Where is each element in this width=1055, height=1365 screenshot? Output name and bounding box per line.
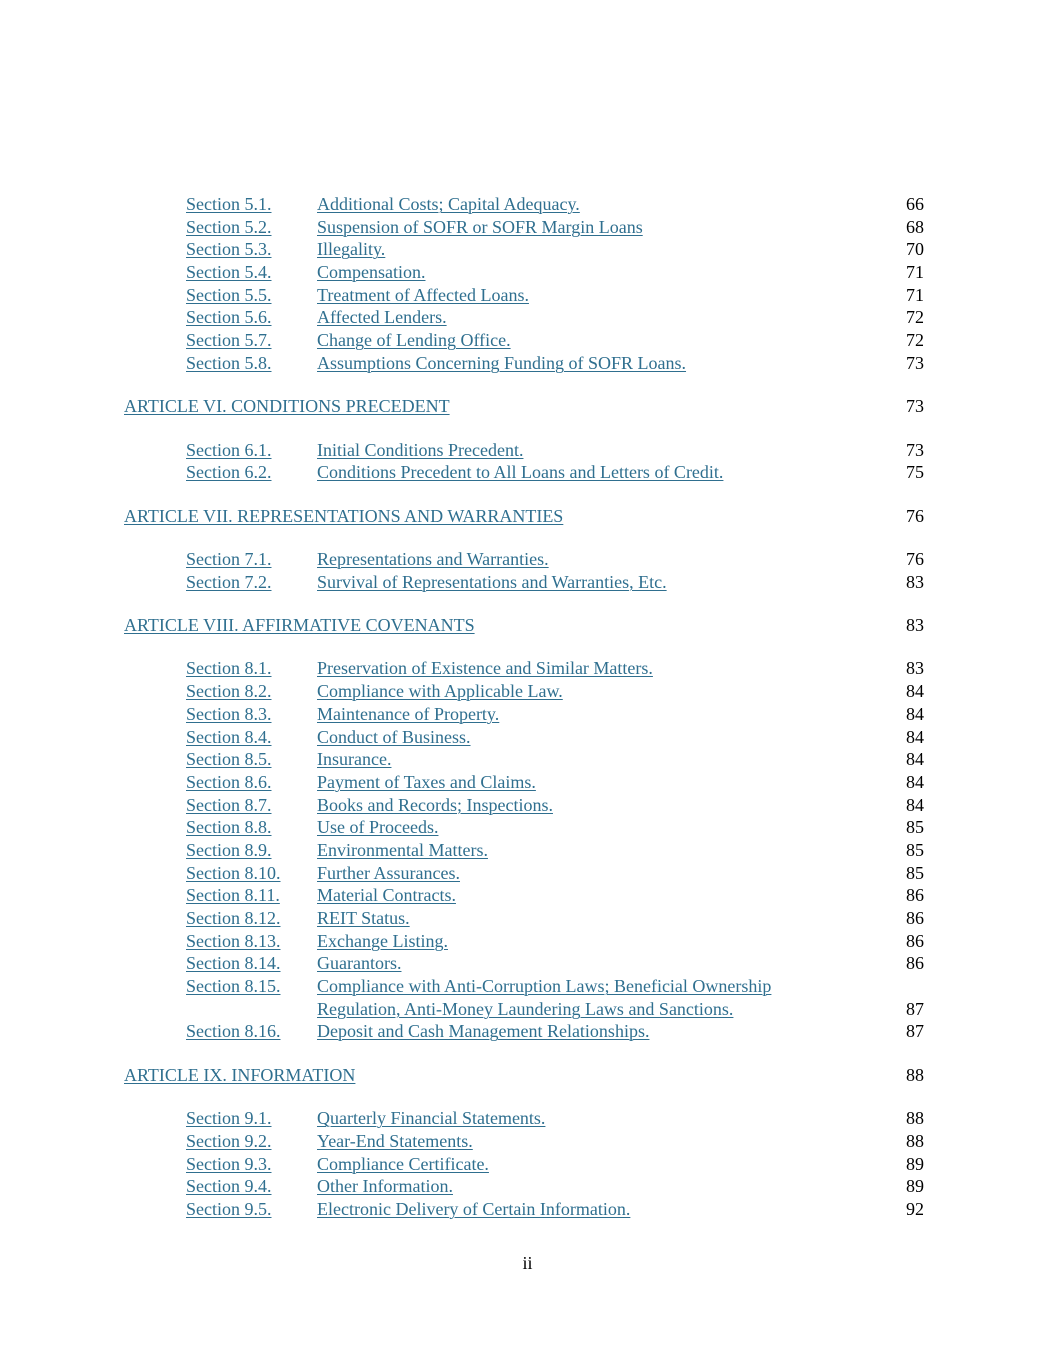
toc-section-row [0, 657, 1055, 680]
toc-section-title-link[interactable]: Change of Lending Office. [317, 330, 511, 351]
toc-section-row [0, 548, 1055, 571]
toc-section-title-link[interactable]: Compliance with Applicable Law. [317, 681, 563, 702]
toc-section-number-link[interactable]: Section 7.2. [186, 571, 272, 592]
toc-section-title-link[interactable]: Preservation of Existence and Similar Matters. [317, 658, 653, 679]
toc-section-row [0, 907, 1055, 930]
toc-section-row [0, 216, 1055, 239]
toc-page-number: 73 [906, 396, 924, 417]
toc-section-title-link[interactable]: Guarantors. [317, 953, 402, 974]
page-number-footer: ii [522, 1253, 533, 1273]
toc-section-title-link[interactable]: Compensation. [317, 262, 426, 283]
toc-page-number: 66 [906, 194, 924, 214]
toc-section-row [0, 771, 1055, 794]
toc-section-title-link[interactable]: Year-End Statements. [317, 1130, 473, 1151]
toc-section-number-link[interactable]: Section 8.1. [186, 658, 272, 679]
toc-section-row [0, 1198, 1055, 1221]
toc-page-number: 76 [906, 549, 924, 569]
toc-page-number: 84 [906, 703, 924, 724]
toc-section-number-link[interactable]: Section 8.2. [186, 681, 272, 702]
toc-page-number: 92 [906, 1198, 924, 1219]
toc-section-number-link[interactable]: Section 9.3. [186, 1153, 272, 1174]
toc-section-number-link[interactable]: Section 8.9. [186, 839, 272, 860]
toc-section-number-link[interactable]: Section 8.12. [186, 908, 281, 928]
toc-section-row [0, 1130, 1055, 1153]
toc-section-number-link[interactable]: Section 8.16. [186, 1021, 281, 1042]
toc-section-title-link[interactable]: Conduct of Business. [317, 726, 471, 747]
toc-section-title-link[interactable]: Insurance. [317, 749, 392, 770]
toc-page-number: 88 [906, 1108, 924, 1129]
toc-section-row [0, 839, 1055, 862]
toc-page-number: 89 [906, 1176, 924, 1197]
toc-section-row [0, 884, 1055, 907]
toc-section-number-link[interactable]: Section 5.8. [186, 352, 272, 373]
toc-section-number-link[interactable]: Section 8.10. [186, 862, 281, 883]
toc-section-number-link[interactable]: Section 8.14. [186, 953, 281, 974]
toc-section-row [0, 726, 1055, 749]
toc-page-number: 76 [906, 505, 924, 526]
toc-page-number: 70 [906, 239, 924, 260]
toc-section-row [0, 352, 1055, 375]
toc-page-number: 89 [906, 1153, 924, 1174]
toc-section-title-link[interactable]: Affected Lenders. [317, 307, 447, 328]
toc-section-title-link[interactable]: Payment of Taxes and Claims. [317, 771, 536, 792]
toc-section-title-link[interactable]: Maintenance of Property. [317, 703, 500, 724]
toc-section-row [0, 794, 1055, 817]
toc-section-number-link[interactable]: Section 7.1. [186, 549, 272, 569]
toc-section-row [0, 703, 1055, 726]
toc-page-number: 88 [906, 1064, 924, 1085]
toc-section-number-link[interactable]: Section 8.6. [186, 771, 272, 792]
toc-article-title-link[interactable]: ARTICLE VIII. AFFIRMATIVE COVENANTS [124, 615, 475, 636]
toc-section-number-link[interactable]: Section 5.3. [186, 239, 272, 260]
toc-page-number: 84 [906, 749, 924, 770]
toc-section-row [0, 930, 1055, 953]
toc-page-number: 84 [906, 794, 924, 815]
toc-section-row [0, 1175, 1055, 1198]
toc-section-row [0, 1107, 1055, 1130]
toc-section-title-link[interactable]: Compliance Certificate. [317, 1153, 489, 1174]
toc-article-row [0, 1064, 1055, 1087]
toc-spacer [0, 527, 1055, 548]
toc-spacer [0, 484, 1055, 505]
toc-section-number-link[interactable]: Section 8.3. [186, 703, 272, 724]
toc-section-number-link[interactable]: Section 8.13. [186, 930, 281, 951]
toc-section-row [0, 680, 1055, 703]
toc-article-row [0, 505, 1055, 528]
toc-section-title-link[interactable]: Representations and Warranties. [317, 549, 549, 569]
toc-section-title-link[interactable]: REIT Status. [317, 908, 410, 928]
toc-page-number: 68 [906, 216, 924, 237]
toc-page-number: 86 [906, 885, 924, 906]
toc-section-row [0, 284, 1055, 307]
toc-page-number: 86 [906, 930, 924, 951]
toc-section-title-link[interactable]: Quarterly Financial Statements. [317, 1108, 546, 1129]
toc-section-number-link[interactable]: Section 9.4. [186, 1176, 272, 1197]
table-of-contents [0, 193, 1055, 1221]
toc-section-number-link[interactable]: Section 9.2. [186, 1130, 272, 1151]
toc-page-number: 84 [906, 771, 924, 792]
toc-section-title-link[interactable]: Deposit and Cash Management Relationships. [317, 1021, 650, 1042]
toc-spacer [0, 418, 1055, 439]
toc-section-title-link[interactable]: Environmental Matters. [317, 839, 488, 860]
toc-section-title-link[interactable]: Additional Costs; Capital Adequacy. [317, 194, 580, 214]
toc-section-row [0, 571, 1055, 594]
toc-page-number: 71 [906, 284, 924, 305]
toc-section-number-link[interactable]: Section 6.1. [186, 439, 272, 460]
toc-article-title-link[interactable]: ARTICLE VI. CONDITIONS PRECEDENT [124, 396, 450, 417]
toc-section-number-link[interactable]: Section 8.11. [186, 885, 280, 906]
toc-section-row [0, 1020, 1055, 1043]
toc-section-row [0, 261, 1055, 284]
toc-section-title-link[interactable]: Compliance with Anti-Corruption Laws; Beneficial Ownership [317, 976, 772, 997]
toc-section-title-link[interactable]: Treatment of Affected Loans. [317, 284, 529, 305]
toc-section-title-link[interactable]: Further Assurances. [317, 862, 460, 883]
toc-page-number: 73 [906, 352, 924, 373]
toc-section-title-link[interactable]: Material Contracts. [317, 885, 456, 906]
toc-page-number: 72 [906, 330, 924, 351]
toc-section-title-link[interactable]: Initial Conditions Precedent. [317, 439, 524, 460]
toc-section-row [0, 952, 1055, 975]
toc-section-title-link[interactable]: Conditions Precedent to All Loans and Letters of Credit. [317, 462, 724, 483]
toc-section-row [0, 975, 1055, 998]
toc-article-title-link[interactable]: ARTICLE IX. INFORMATION [124, 1064, 356, 1085]
toc-page-number: 71 [906, 262, 924, 283]
toc-section-continuation-row [0, 998, 1055, 1021]
toc-section-row [0, 748, 1055, 771]
toc-section-number-link[interactable]: Section 6.2. [186, 462, 272, 483]
toc-section-row [0, 439, 1055, 462]
toc-section-title-link[interactable]: Other Information. [317, 1176, 453, 1197]
toc-section-row [0, 461, 1055, 484]
toc-section-number-link[interactable]: Section 5.6. [186, 307, 272, 328]
toc-section-number-link[interactable]: Section 5.2. [186, 216, 272, 237]
toc-page-number: 83 [906, 658, 924, 679]
toc-section-title-link[interactable]: Regulation, Anti-Money Laundering Laws and Sanctions. [317, 998, 734, 1019]
toc-section-number-link[interactable]: Section 8.7. [186, 794, 272, 815]
toc-page-number: 87 [906, 998, 924, 1019]
toc-page-number: 83 [906, 571, 924, 592]
toc-section-number-link[interactable]: Section 9.5. [186, 1198, 272, 1219]
toc-article-title-link[interactable]: ARTICLE VII. REPRESENTATIONS AND WARRANTIES [124, 505, 564, 526]
toc-section-row [0, 238, 1055, 261]
toc-page-number: 86 [906, 908, 924, 928]
toc-section-row [0, 306, 1055, 329]
toc-section-title-link[interactable]: Illegality. [317, 239, 386, 260]
toc-section-number-link[interactable]: Section 5.1. [186, 194, 272, 214]
toc-section-number-link[interactable]: Section 5.7. [186, 330, 272, 351]
toc-page-number: 87 [906, 1021, 924, 1042]
toc-section-number-link[interactable]: Section 8.15. [186, 976, 281, 997]
toc-page-number: 72 [906, 307, 924, 328]
toc-section-row [0, 1153, 1055, 1176]
toc-spacer [0, 593, 1055, 614]
toc-page-number: 84 [906, 681, 924, 702]
toc-page-number: 86 [906, 953, 924, 974]
toc-section-number-link[interactable]: Section 5.5. [186, 284, 272, 305]
toc-section-title-link[interactable]: Suspension of SOFR or SOFR Margin Loans [317, 216, 643, 237]
toc-spacer [0, 1043, 1055, 1064]
toc-section-row [0, 862, 1055, 885]
toc-section-title-link[interactable]: Assumptions Concerning Funding of SOFR Loans. [317, 352, 687, 373]
toc-section-title-link[interactable]: Use of Proceeds. [317, 817, 439, 838]
toc-page-number: 83 [906, 615, 924, 636]
toc-section-number-link[interactable]: Section 8.4. [186, 726, 272, 747]
toc-section-number-link[interactable]: Section 5.4. [186, 262, 272, 283]
toc-section-row [0, 816, 1055, 839]
toc-section-title-link[interactable]: Electronic Delivery of Certain Information. [317, 1198, 631, 1219]
toc-spacer [0, 375, 1055, 396]
toc-spacer [0, 1087, 1055, 1108]
toc-section-title-link[interactable]: Exchange Listing. [317, 930, 448, 951]
toc-section-row [0, 193, 1055, 216]
toc-section-number-link[interactable]: Section 8.8. [186, 817, 272, 838]
toc-spacer [0, 637, 1055, 658]
toc-section-title-link[interactable]: Books and Records; Inspections. [317, 794, 553, 815]
toc-section-row [0, 329, 1055, 352]
toc-page-number: 84 [906, 726, 924, 747]
toc-article-row [0, 614, 1055, 637]
toc-article-row [0, 395, 1055, 418]
toc-section-number-link[interactable]: Section 9.1. [186, 1108, 272, 1129]
toc-page-number: 85 [906, 839, 924, 860]
toc-page-number: 73 [906, 439, 924, 460]
toc-section-number-link[interactable]: Section 8.5. [186, 749, 272, 770]
toc-page-number: 85 [906, 817, 924, 838]
toc-page-number: 75 [906, 462, 924, 483]
toc-page-number: 85 [906, 862, 924, 883]
toc-section-title-link[interactable]: Survival of Representations and Warranties, Etc. [317, 571, 667, 592]
toc-page-number: 88 [906, 1130, 924, 1151]
